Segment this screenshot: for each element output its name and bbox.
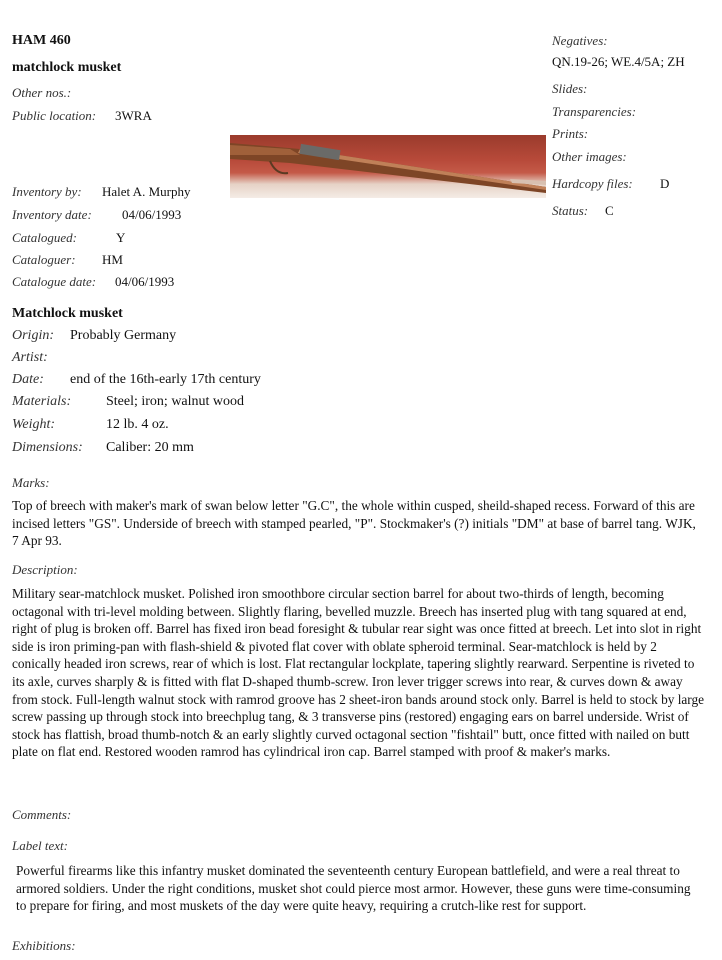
status-value: C <box>605 203 614 218</box>
marks-label: Marks: <box>12 475 50 490</box>
weight-value: 12 lb. 4 oz. <box>106 417 169 432</box>
description-text: Military sear-matchlock musket. Polished iron smoothbore circular section barrel for about two-thirds of length, becoming octagonal with tri-level molding between. Slightly flaring, bevelled muzzle. Breech has inserted plug with tang squared at end, right of plug is broken off. Barrel has fixed iron bead foresight & tubular rear sight was once fitted at breech. Let into slot in right side is iron priming-pan with flash-shield & pivoted flat cover with oblate spheroid terminal. Sear-matchlock is held by 2 conically headed iron screws, rear of which is lost. Flat rectangular lockplate, tapering slightly rearward. Serpentine is riveted to its axle, curves sharply & is fitted with flat D-shaped thumb-screw. Iron lever trigger screws into rear, & curves down & away from stock. Full-length walnut stock with ramrod groove has 2 sheet-iron bands around stock only. Barrel is held to stock by large screw passing up through stock into breechplug tang, & 3 transverse pins (restored) engaging ears on barrel underside. Wrist of stock has flattish, broad thumb-notch & an early slightly curved octagonal section "fishtail" butt, once fitted with nailed on butt plate on flat end. Restored wooden ramrod has cylindrical iron cap. Barrel stamped with proof & maker's marks. <box>12 586 705 760</box>
transparencies-label: Transparencies: <box>552 104 637 119</box>
catalogued-value: Y <box>116 230 126 245</box>
hardcopy-label: Hardcopy files: <box>552 176 633 191</box>
musket-photo <box>230 135 546 198</box>
description-label: Description: <box>12 562 78 577</box>
label-text-label: Label text: <box>12 838 68 853</box>
marks-text: Top of breech with maker's mark of swan below letter "G.C", the whole within cusped, sheild-shaped recess. Forward of this are incised letters "GS". Underside of breech with stamped pearled, "P". Stockmaker's (?) initials "DM" at base of barrel tang. WJK, 7 Apr 93. <box>12 498 696 548</box>
materials-value: Steel; iron; walnut wood <box>106 394 245 409</box>
other-nos-label: Other nos.: <box>12 85 72 100</box>
date-value: end of the 16th-early 17th century <box>70 372 261 387</box>
exhibitions-label: Exhibitions: <box>12 938 76 953</box>
negatives-label: Negatives: <box>552 33 608 48</box>
record-id: HAM 460 <box>12 33 71 48</box>
inventory-by-value: Halet A. Murphy <box>102 184 191 199</box>
musket-illustration <box>230 135 546 198</box>
materials-label: Materials: <box>12 394 72 409</box>
label-text-body: Powerful firearms like this infantry musket dominated the seventeenth century European battlefield, and were a real threat to armored soldiers. Under the right conditions, musket shot could pierce most armor. However, these guns were time-consuming to prepare for firing, and most muskets of the day were quite heavy, requiring a crutch-like rest for support. <box>16 863 691 913</box>
status-label: Status: <box>552 203 589 218</box>
date-label: Date: <box>12 372 44 387</box>
origin-value: Probably Germany <box>70 328 177 343</box>
inventory-by-label: Inventory by: <box>12 184 82 199</box>
cataloguer-value: HM <box>102 252 123 267</box>
catalogued-label: Catalogued: <box>12 230 77 245</box>
dimensions-label: Dimensions: <box>12 440 83 455</box>
weight-label: Weight: <box>12 417 56 432</box>
inventory-date-label: Inventory date: <box>12 207 92 222</box>
slides-label: Slides: <box>552 81 588 96</box>
record-type: matchlock musket <box>12 60 122 75</box>
public-location-label: Public location: <box>12 108 97 123</box>
comments-label: Comments: <box>12 807 72 822</box>
hardcopy-value: D <box>660 176 670 191</box>
negatives-value: QN.19-26; WE.4/5A; ZH <box>552 54 685 69</box>
cataloguer-label: Cataloguer: <box>12 252 76 267</box>
dimensions-value: Caliber: 20 mm <box>106 440 194 455</box>
prints-label: Prints: <box>552 126 589 141</box>
catalogue-date-value: 04/06/1993 <box>115 274 175 289</box>
other-images-label: Other images: <box>552 149 627 164</box>
inventory-date-value: 04/06/1993 <box>122 207 182 222</box>
origin-label: Origin: <box>12 328 54 343</box>
object-title: Matchlock musket <box>12 306 123 321</box>
catalogue-date-label: Catalogue date: <box>12 274 97 289</box>
public-location-value: 3WRA <box>115 108 152 123</box>
artist-label: Artist: <box>12 350 48 365</box>
